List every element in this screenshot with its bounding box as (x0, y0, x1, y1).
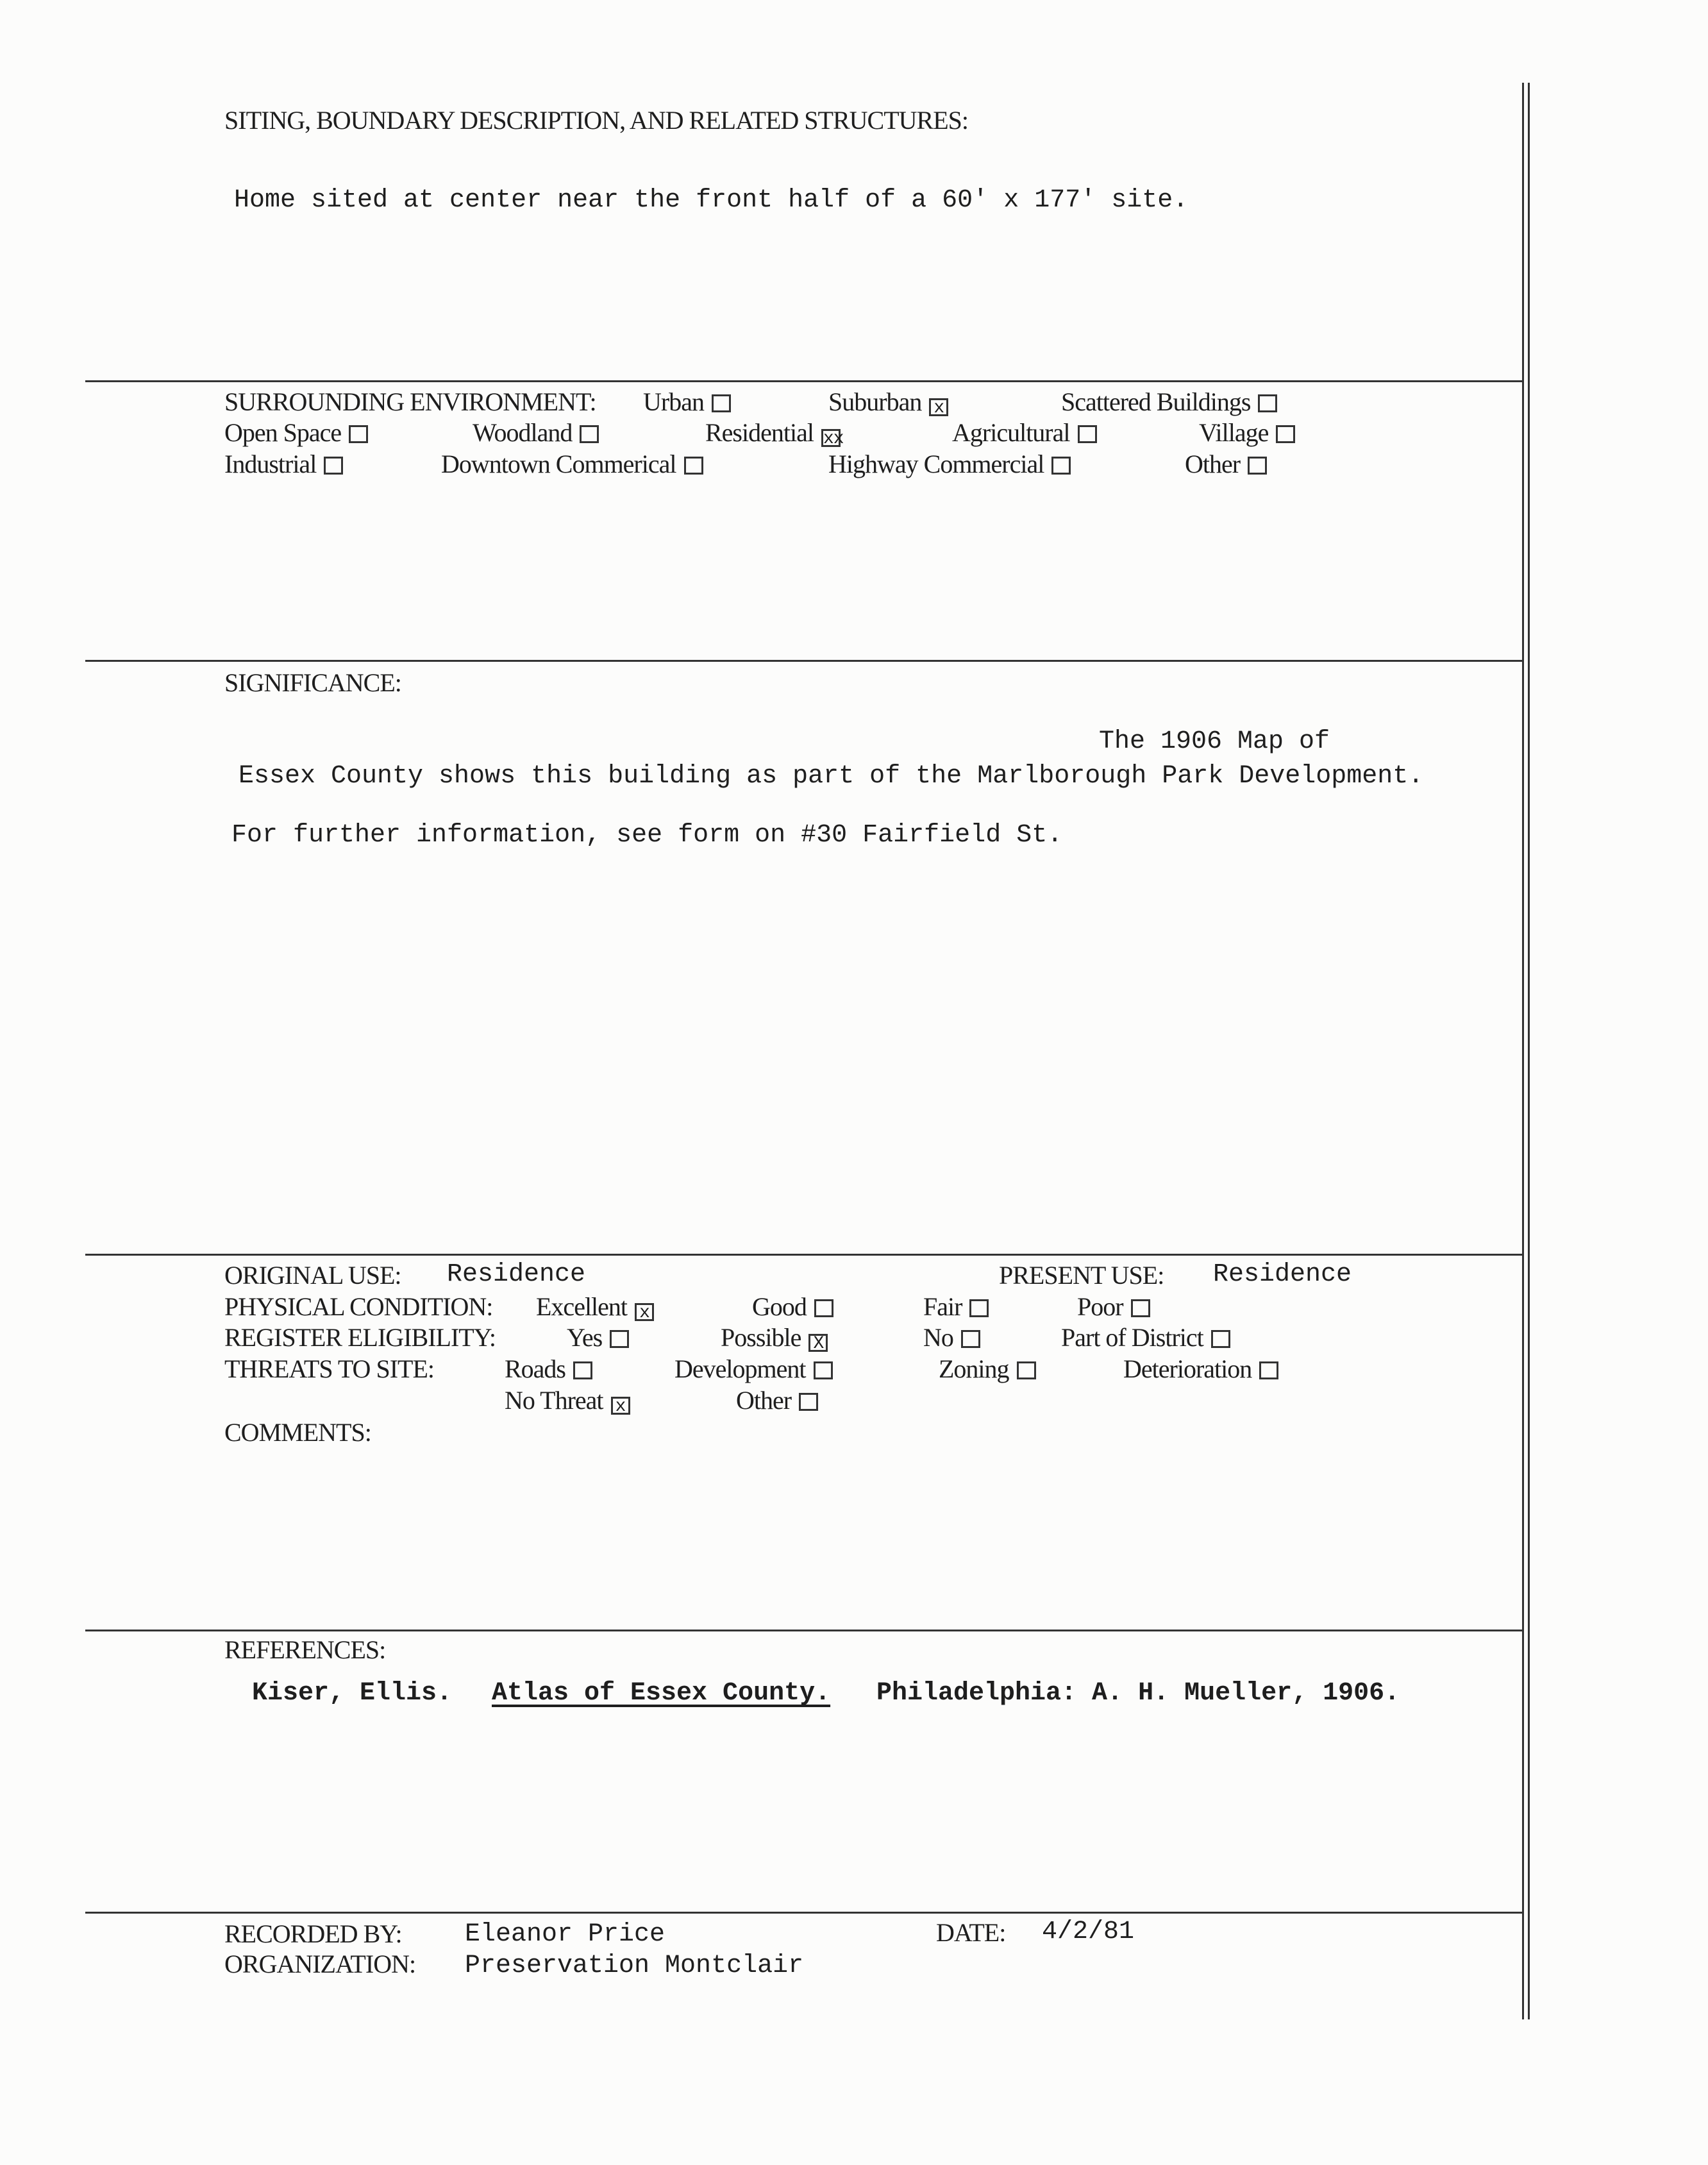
organization-label: ORGANIZATION: (224, 1950, 416, 1978)
option-label: Development (674, 1354, 806, 1383)
organization-value: Preservation Montclair (465, 1951, 804, 1980)
references-heading: REFERENCES: (224, 1635, 386, 1664)
condition-option (1077, 1292, 1150, 1322)
eligibility-option (923, 1322, 980, 1352)
checkbox[interactable] (1078, 425, 1097, 443)
checkbox[interactable] (1258, 394, 1277, 412)
present-use-value: Residence (1213, 1260, 1352, 1289)
significance-line: For further information, see form on #30 Fairfield St. (231, 821, 1063, 850)
environment-option (473, 417, 599, 448)
checkbox[interactable] (1259, 1361, 1278, 1379)
option-label: Deterioration (1123, 1354, 1252, 1383)
environment-option (643, 387, 731, 417)
option-label: No (923, 1323, 953, 1352)
option-label: Scattered Buildings (1061, 387, 1251, 416)
recorded-by-value: Eleanor Price (465, 1920, 666, 1949)
eligibility-option (721, 1322, 828, 1352)
environment-option (952, 417, 1097, 448)
option-label: Agricultural (952, 418, 1070, 447)
section-divider (85, 380, 1523, 382)
threat-option (674, 1354, 833, 1384)
checkbox[interactable] (969, 1299, 989, 1317)
significance-line: Essex County shows this building as part of the Marlborough Park Development. (239, 762, 1424, 791)
environment-option (441, 449, 703, 479)
checkbox[interactable] (580, 425, 599, 443)
recorded-by-label: RECORDED BY: (224, 1919, 402, 1948)
environment-option (705, 417, 844, 449)
section-divider (85, 1630, 1523, 1631)
checkbox[interactable] (712, 394, 731, 412)
environment-option (1199, 417, 1295, 448)
significance-line: The 1906 Map of (1099, 727, 1330, 756)
option-label: Possible (721, 1323, 801, 1352)
threat-option (1123, 1354, 1278, 1384)
option-label: No Threat (505, 1386, 603, 1415)
condition-option (536, 1292, 654, 1322)
comments-label: COMMENTS: (224, 1418, 371, 1447)
environment-option (224, 449, 343, 479)
significance-heading: SIGNIFICANCE: (224, 668, 401, 697)
checkbox[interactable]: x (635, 1303, 654, 1321)
eligibility-option (1061, 1322, 1230, 1352)
option-label: Part of District (1061, 1323, 1203, 1352)
siting-heading: SITING, BOUNDARY DESCRIPTION, AND RELATED STRUCTURES: (224, 106, 969, 135)
option-label: Poor (1077, 1292, 1123, 1321)
environment-option (1061, 387, 1277, 417)
date-value: 4/2/81 (1042, 1917, 1135, 1946)
environment-option (828, 387, 948, 417)
checkbox[interactable] (1248, 457, 1267, 475)
right-border-line (1528, 83, 1530, 2019)
option-label: Suburban (828, 387, 922, 416)
original-use-value: Residence (447, 1260, 586, 1289)
checkbox[interactable] (1276, 425, 1295, 443)
checkbox[interactable] (349, 425, 368, 443)
option-label: Residential (705, 418, 814, 447)
option-label: Highway Commercial (828, 450, 1044, 478)
reference-title: Atlas of Essex County. (492, 1679, 831, 1708)
checkbox[interactable] (814, 1299, 833, 1317)
present-use-label: PRESENT USE: (999, 1261, 1164, 1290)
option-label: Other (1185, 450, 1241, 478)
option-label: Industrial (224, 450, 317, 478)
checkbox[interactable] (1017, 1361, 1036, 1379)
reference-publisher: Philadelphia: A. H. Mueller, 1906. (876, 1679, 1400, 1708)
section-divider (85, 660, 1523, 662)
original-use-label: ORIGINAL USE: (224, 1261, 401, 1290)
condition-option (923, 1292, 989, 1322)
option-label: Good (752, 1292, 807, 1321)
checkbox[interactable] (324, 457, 343, 475)
checkbox[interactable] (1051, 457, 1071, 475)
reference-author: Kiser, Ellis. (252, 1679, 453, 1708)
siting-text: Home sited at center near the front half of a 60' x 177' site. (234, 186, 1189, 215)
checkbox[interactable] (573, 1361, 592, 1379)
option-label: Urban (643, 387, 704, 416)
checkbox[interactable] (1211, 1330, 1230, 1348)
date-label: DATE: (936, 1918, 1006, 1947)
option-label: Woodland (473, 418, 573, 447)
checkbox[interactable] (610, 1330, 629, 1348)
environment-option (1185, 449, 1267, 479)
eligibility-option (567, 1322, 629, 1352)
checkbox[interactable] (1131, 1299, 1150, 1317)
environment-option (828, 449, 1071, 479)
checkbox[interactable]: x (929, 398, 948, 416)
threats-label: THREATS TO SITE: (224, 1354, 434, 1383)
option-label: Other (736, 1386, 792, 1415)
checkbox[interactable] (684, 457, 703, 475)
option-label: Village (1199, 418, 1269, 447)
section-divider (85, 1254, 1523, 1256)
option-label: Downtown Commerical (441, 450, 676, 478)
threat-option (736, 1385, 818, 1415)
condition-option (752, 1292, 833, 1322)
option-label: Roads (505, 1354, 565, 1383)
checkbox[interactable]: xx (821, 429, 841, 447)
checkbox[interactable] (799, 1393, 818, 1411)
eligibility-label: REGISTER ELIGIBILITY: (224, 1323, 496, 1352)
option-label: Fair (923, 1292, 962, 1321)
option-label: Excellent (536, 1292, 628, 1321)
environment-option (224, 417, 368, 448)
threat-option (939, 1354, 1036, 1384)
section-divider (85, 1912, 1523, 1914)
option-label: Yes (567, 1323, 603, 1352)
threat-option (505, 1354, 592, 1384)
option-label: Open Space (224, 418, 342, 447)
checkbox[interactable]: x (611, 1397, 630, 1415)
environment-heading: SURROUNDING ENVIRONMENT: (224, 387, 596, 416)
threat-option (505, 1385, 630, 1415)
checkbox[interactable]: X (808, 1334, 828, 1352)
right-border-line (1522, 83, 1524, 2019)
condition-label: PHYSICAL CONDITION: (224, 1292, 493, 1321)
checkbox[interactable] (961, 1330, 980, 1348)
checkbox[interactable] (814, 1361, 833, 1379)
option-label: Zoning (939, 1354, 1009, 1383)
